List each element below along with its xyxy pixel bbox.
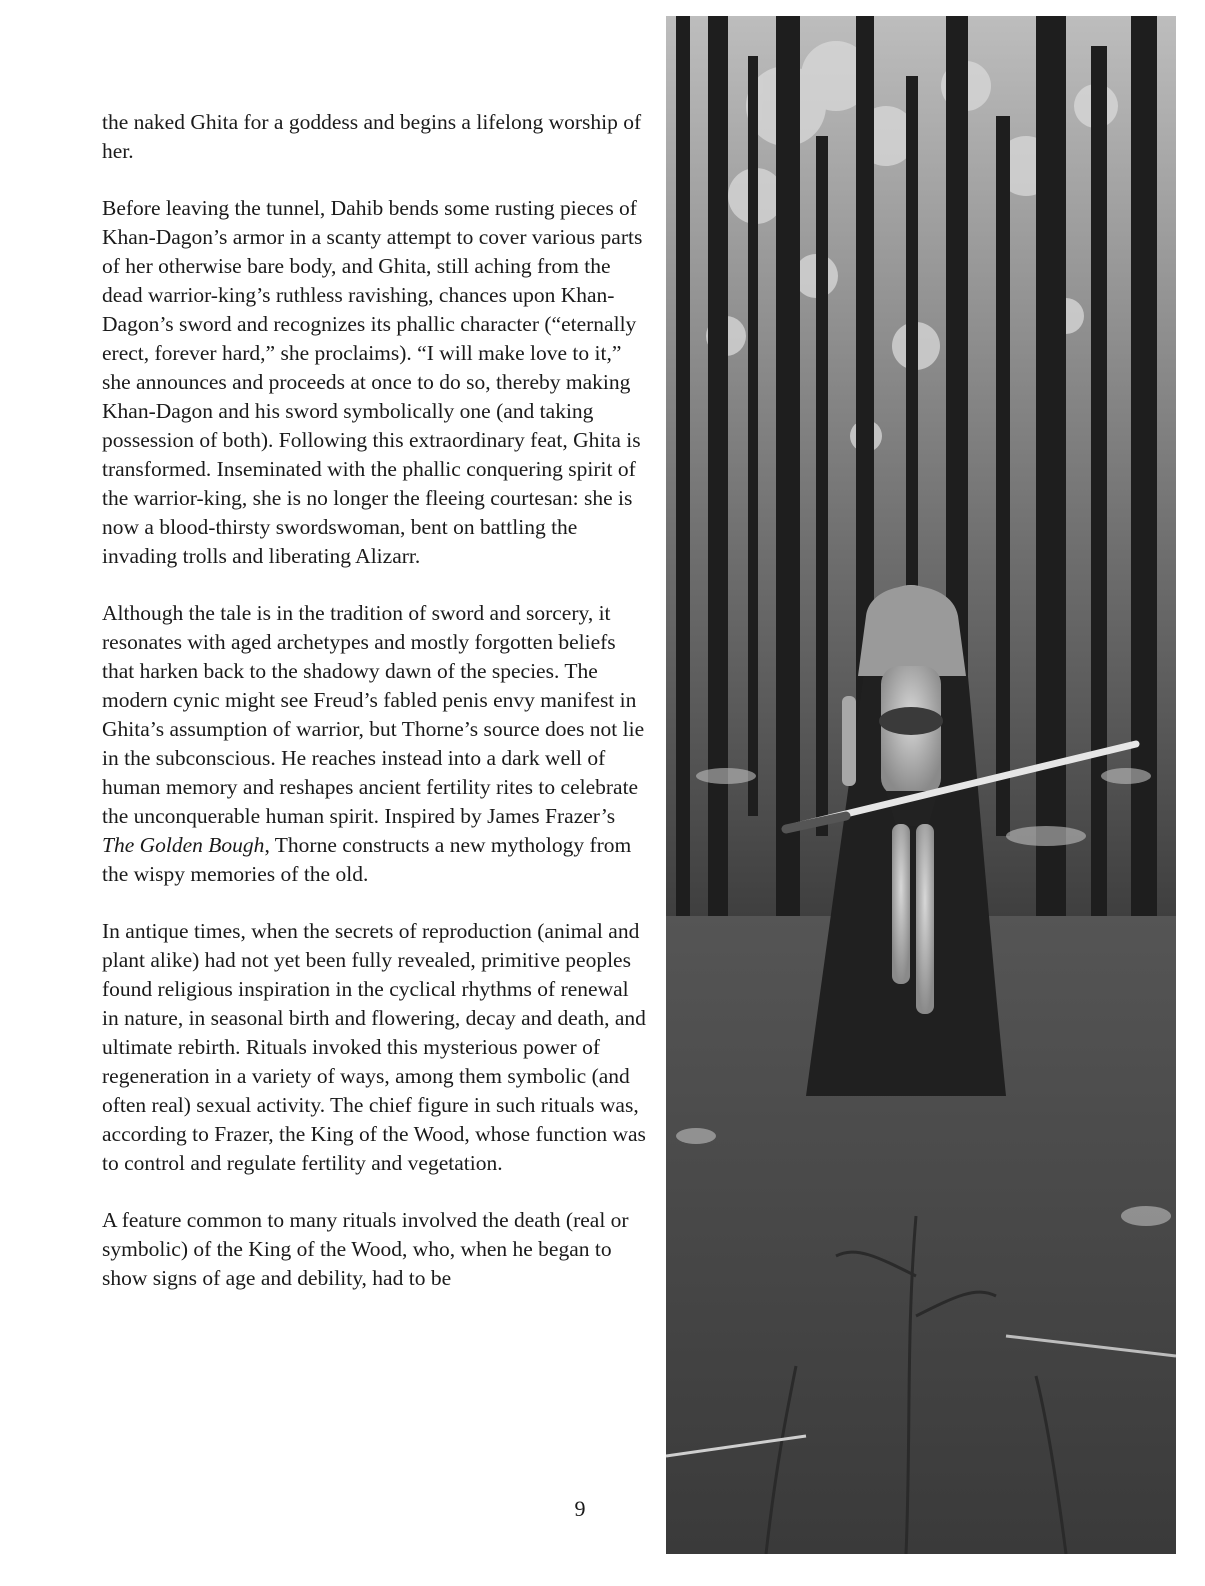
paragraph-3 [102, 599, 647, 889]
book-title-italic: The Golden Bough [102, 833, 265, 857]
paragraph-3-text-before: Although the tale is in the tradition of sword and sorcery, it resonates with aged archetypes and mostly forgotten beliefs that harken back to the shadowy dawn of the species. The modern cynic might see Freud’s fabled penis envy manifest in Ghita’s assumption of warrior, but Thorne’s source does not lie in the subconscious. He reaches instead into a dark well of human memory and reshapes ancient fertility rites to celebrate the unconquerable human spirit. Inspired by James Frazer’s [102, 601, 645, 828]
paragraph-5: A feature common to many rituals involved the death (real or symbolic) of the King of the Wood, who, when he began to show signs of age and debility, had to be [102, 1208, 629, 1290]
photo-illustration [666, 16, 1176, 1554]
body-text-column [102, 108, 647, 1321]
forest-warrior-photo [666, 16, 1176, 1554]
paragraph-1: the naked Ghita for a goddess and begins a lifelong worship of her. [102, 110, 642, 163]
page-number: 9 [574, 1496, 586, 1521]
paragraph-3-text-after: , Thorne constructs a new mythology from the wispy memories of the old. [102, 833, 632, 886]
paragraph-2: Before leaving the tunnel, Dahib bends some rusting pieces of Khan-Dagon’s armor in a scanty attempt to cover various parts of her otherwise bare body, and Ghita, still aching from the dead warrior-king’s ruthless ravishing, chances upon Khan-Dagon’s sword and recognizes its phallic character (“eternally erect, forever hard,” she proclaims). “I will make love to it,” she announces and proceeds at once to do so, thereby making Khan-Dagon and his sword symbolically one (and taking possession of both). Following this extraordinary feat, Ghita is transformed. Inseminated with the phallic conquering spirit of the warrior-king, she is no longer the fleeing courtesan: she is now a blood-thirsty swordswoman, bent on battling the invading trolls and liberating Alizarr. [102, 196, 643, 568]
paragraph-4: In antique times, when the secrets of reproduction (animal and plant alike) had not yet been fully revealed, primitive peoples found religious inspiration in the cyclical rhythms of renewal in nature, in seasonal birth and flowering, decay and death, and ultimate rebirth. Rituals invoked this mysterious power of regeneration in a variety of ways, among them symbolic (and often real) sexual activity. The chief figure in such rituals was, according to Frazer, the King of the Wood, whose function was to control and regulate fertility and vegetation. [102, 919, 646, 1175]
